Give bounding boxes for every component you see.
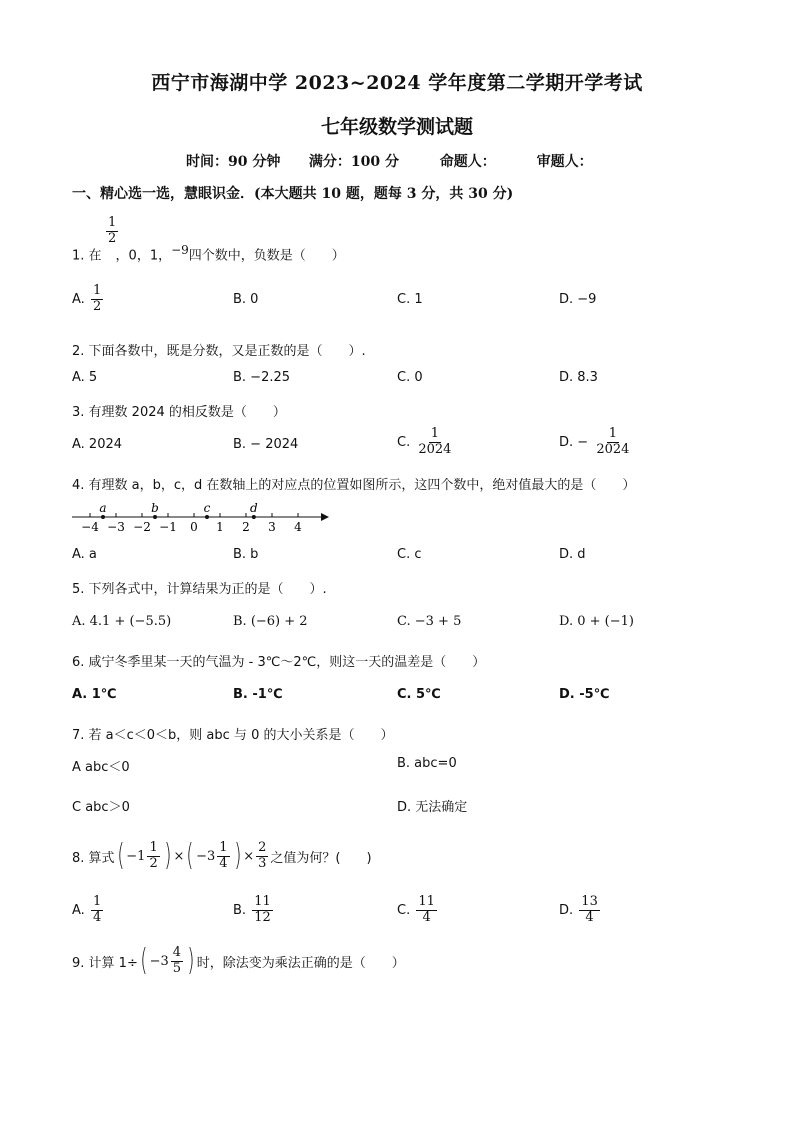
time-info: 时间：90 分钟 (186, 154, 281, 170)
q7-option-a[interactable]: A abc＜0 (72, 760, 130, 775)
point-b (153, 515, 157, 519)
q4-option-d[interactable]: D. d (559, 547, 586, 562)
q1-option-c[interactable]: C. 1 (397, 292, 423, 307)
q8-option-b[interactable]: B. $\frac{11}{12}$ (233, 894, 271, 925)
setter-info: 命题人： (439, 154, 496, 170)
point-d (252, 515, 256, 519)
tick-label: 1 (216, 520, 224, 534)
tick-label: 4 (294, 520, 302, 534)
q5-option-b[interactable]: B. (−6) + 2 (233, 614, 308, 629)
question-6: 6. 咸宁冬季里某一天的气温为 - 3℃～2℃，则这一天的温差是（ ） (72, 655, 486, 670)
q3-option-c[interactable]: C. $\frac{1}{2024}$ (397, 426, 452, 457)
q6-option-b[interactable]: B. -1℃ (233, 687, 283, 702)
tick-label: −1 (159, 520, 177, 534)
point-a (101, 515, 105, 519)
question-3: 3. 有理数 2024 的相反数是（ ） (72, 405, 286, 420)
tick-label: −4 (81, 520, 99, 534)
q2-option-c[interactable]: C. 0 (397, 370, 423, 385)
section-heading: 一、精心选一选，慧眼识金．(本大题共 10 题，题每 3 分，共 30 分) (72, 186, 514, 202)
point-label-d: d (249, 501, 258, 515)
q9-prefix: 9. 计算 1÷ (72, 955, 138, 971)
q1-frac-den: 2 (108, 230, 117, 246)
q1-option-b[interactable]: B. 0 (233, 292, 259, 307)
q7-option-d[interactable]: D. 无法确定 (397, 800, 468, 815)
tick-label: 3 (268, 520, 276, 534)
q1-mid: ，0，1， (115, 248, 172, 264)
point-label-b: b (151, 501, 159, 515)
exam-subtitle: 七年级数学测试题 (320, 116, 473, 138)
q1-fraction (104, 216, 120, 247)
q6-option-a[interactable]: A. 1℃ (72, 687, 117, 702)
tick-label: 2 (242, 520, 250, 534)
q1-prefix: 1. 在 (72, 248, 102, 264)
exam-title: 西宁市海湖中学 2023~2024 学年度第二学期开学考试 (151, 72, 643, 94)
point-c (205, 515, 209, 519)
q7-option-c[interactable]: C abc＞0 (72, 800, 130, 815)
q1-suffix: 四个数中，负数是（ ） (188, 248, 345, 264)
q2-option-d[interactable]: D. 8.3 (559, 370, 598, 385)
reviewer-info: 审题人： (536, 154, 593, 170)
q8-option-c[interactable]: C. $\frac{11}{4}$ (397, 894, 435, 925)
question-7: 7. 若 a＜c＜0＜b，则 abc 与 0 的大小关系是（ ） (72, 728, 394, 743)
point-label-c: c (203, 501, 211, 515)
tick-label: −2 (133, 520, 151, 534)
q1-frac-num: 1 (108, 215, 117, 230)
q4-option-b[interactable]: B. b (233, 547, 259, 562)
q1-option-d[interactable]: D. −9 (559, 292, 597, 307)
q1-option-a[interactable]: A. $\frac{1}{2}$ (72, 283, 102, 314)
q5-option-d[interactable]: D. 0 + (−1) (559, 614, 634, 629)
tick-label: 0 (190, 520, 198, 534)
q2-option-a[interactable]: A. 5 (72, 370, 98, 385)
q5-option-a[interactable]: A. 4.1 + (−5.5) (72, 614, 172, 629)
question-9: 9. 计算 1÷ ( −3 4 5 ) 时，除法变为乘法正确的是（ ） (72, 943, 405, 979)
exam-meta (186, 151, 593, 171)
q4-option-c[interactable]: C. c (397, 547, 422, 562)
q8-option-d[interactable]: D. $\frac{13}{4}$ (559, 894, 598, 925)
q3-option-b[interactable]: B. − 2024 (233, 437, 299, 452)
q3-option-a[interactable]: A. 2024 (72, 437, 123, 452)
q7-option-b[interactable]: B. abc=0 (397, 756, 457, 771)
q8-suffix: 之值为何？( ) (270, 850, 372, 866)
q6-option-d[interactable]: D. -5℃ (559, 687, 610, 702)
q3-option-d[interactable]: D. − $\frac{1}{2024}$ (559, 426, 630, 457)
question-5: 5. 下列各式中，计算结果为正的是（ ）. (72, 582, 327, 597)
q1-neg: −9 (171, 243, 189, 257)
number-line (70, 501, 335, 537)
q6-option-c[interactable]: C. 5℃ (397, 687, 441, 702)
point-label-a: a (99, 501, 107, 515)
q8-option-a[interactable]: A. $\frac{1}{4}$ (72, 894, 102, 925)
question-4: 4. 有理数 a，b，c，d 在数轴上的对应点的位置如图所示，这四个数中，绝对值最大的是（ ） (72, 478, 636, 493)
q4-option-a[interactable]: A. a (72, 547, 97, 562)
q2-option-b[interactable]: B. −2.25 (233, 370, 291, 385)
tick-label: −3 (107, 520, 125, 534)
q8-prefix: 8. 算式 (72, 850, 115, 866)
q9-suffix: 时，除法变为乘法正确的是（ ） (196, 955, 405, 971)
q5-option-c[interactable]: C. −3 + 5 (397, 614, 462, 629)
question-2: 2. 下面各数中，既是分数，又是正数的是（ ）. (72, 344, 366, 359)
score-info: 满分：100 分 (308, 154, 399, 170)
question-8: 8. 算式 ( −1 1 2 ) × ( −3 1 4 ) × $\frac{2}{3}$ 之值为何？( ) (72, 838, 372, 874)
